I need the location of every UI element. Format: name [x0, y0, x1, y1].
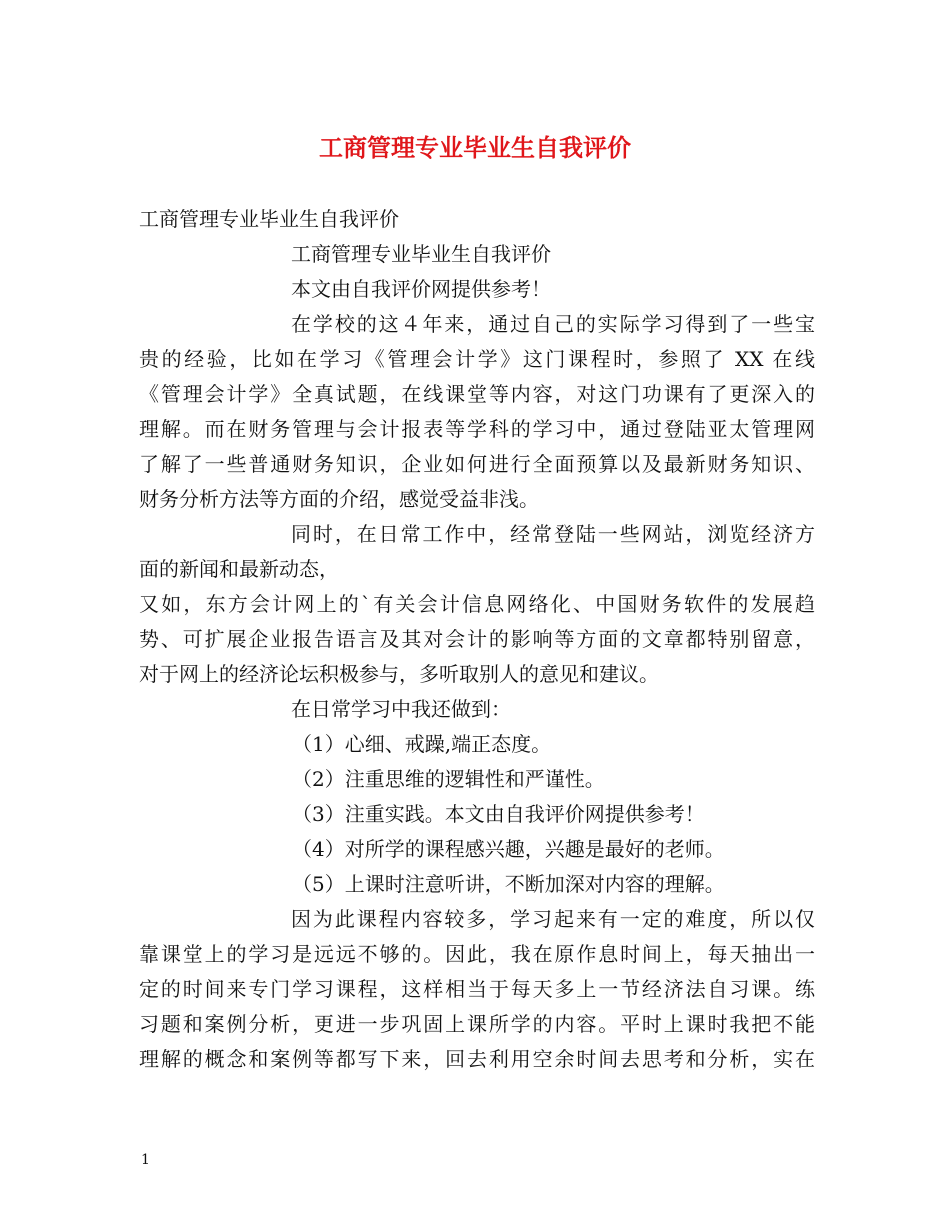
paragraph-line: 在学校的这４年来，通过自己的实际学习得到了一些宝 [291, 312, 815, 336]
list-item: （3）注重实践。本文由自我评价网提供参考！ [292, 802, 705, 826]
paragraph-line: 靠课堂上的学习是远远不够的。因此，我在原作息时间上，每天抽出一 [139, 942, 815, 966]
list-item: （2）注重思维的逻辑性和严谨性。 [292, 767, 605, 791]
document-title: 工商管理专业毕业生自我评价 [319, 133, 631, 162]
sub-heading: 工商管理专业毕业生自我评价 [291, 242, 551, 266]
paragraph-line: 理解。而在财务管理与会计报表等学科的学习中，通过登陆亚太管理网 [139, 417, 815, 441]
paragraph-line: 了解了一些普通财务知识，企业如何进行全面预算以及最新财务知识、 [139, 452, 815, 476]
paragraph-line: 对于网上的经济论坛积极参与，多听取别人的意见和建议。 [139, 662, 659, 686]
paragraph-line: 贵的经验，比如在学习《管理会计学》这门课程时，参照了 XX 在线 [139, 347, 815, 371]
paragraph-line: 习题和案例分析，更进一步巩固上课所学的内容。平时上课时我把不能 [139, 1012, 815, 1036]
paragraph-line: 又如，东方会计网上的`有关会计信息网络化、中国财务软件的发展趋 [139, 592, 815, 616]
paragraph-line: 面的新闻和最新动态， [139, 557, 339, 581]
paragraph-line: 定的时间来专门学习课程，这样相当于每天多上一节经济法自习课。练 [139, 977, 815, 1001]
paragraph-line: 理解的概念和案例等都写下来，回去利用空余时间去思考和分析，实在 [139, 1047, 815, 1071]
list-item: （4）对所学的课程感兴趣，兴趣是最好的老师。 [292, 837, 725, 861]
list-item: （5）上课时注意听讲，不断加深对内容的理解。 [292, 872, 725, 896]
list-intro: 在日常学习中我还做到： [291, 697, 511, 721]
document-body [139, 202, 815, 1077]
heading-line: 工商管理专业毕业生自我评价 [139, 207, 399, 231]
paragraph-line: 《管理会计学》全真试题，在线课堂等内容，对这门功课有了更深入的 [139, 382, 815, 406]
list-item: （1）心细、戒躁,端正态度。 [292, 732, 552, 756]
paragraph-line: 因为此课程内容较多，学习起来有一定的难度，所以仅 [291, 907, 815, 931]
paragraph-line: 同时，在日常工作中，经常登陆一些网站，浏览经济方 [291, 522, 815, 546]
source-note: 本文由自我评价网提供参考！ [291, 277, 551, 301]
paragraph-line: 势、可扩展企业报告语言及其对会计的影响等方面的文章都特别留意， [139, 627, 815, 651]
paragraph-line: 财务分析方法等方面的介绍，感觉受益非浅。 [139, 487, 539, 511]
page-number: 1 [141, 1152, 150, 1168]
